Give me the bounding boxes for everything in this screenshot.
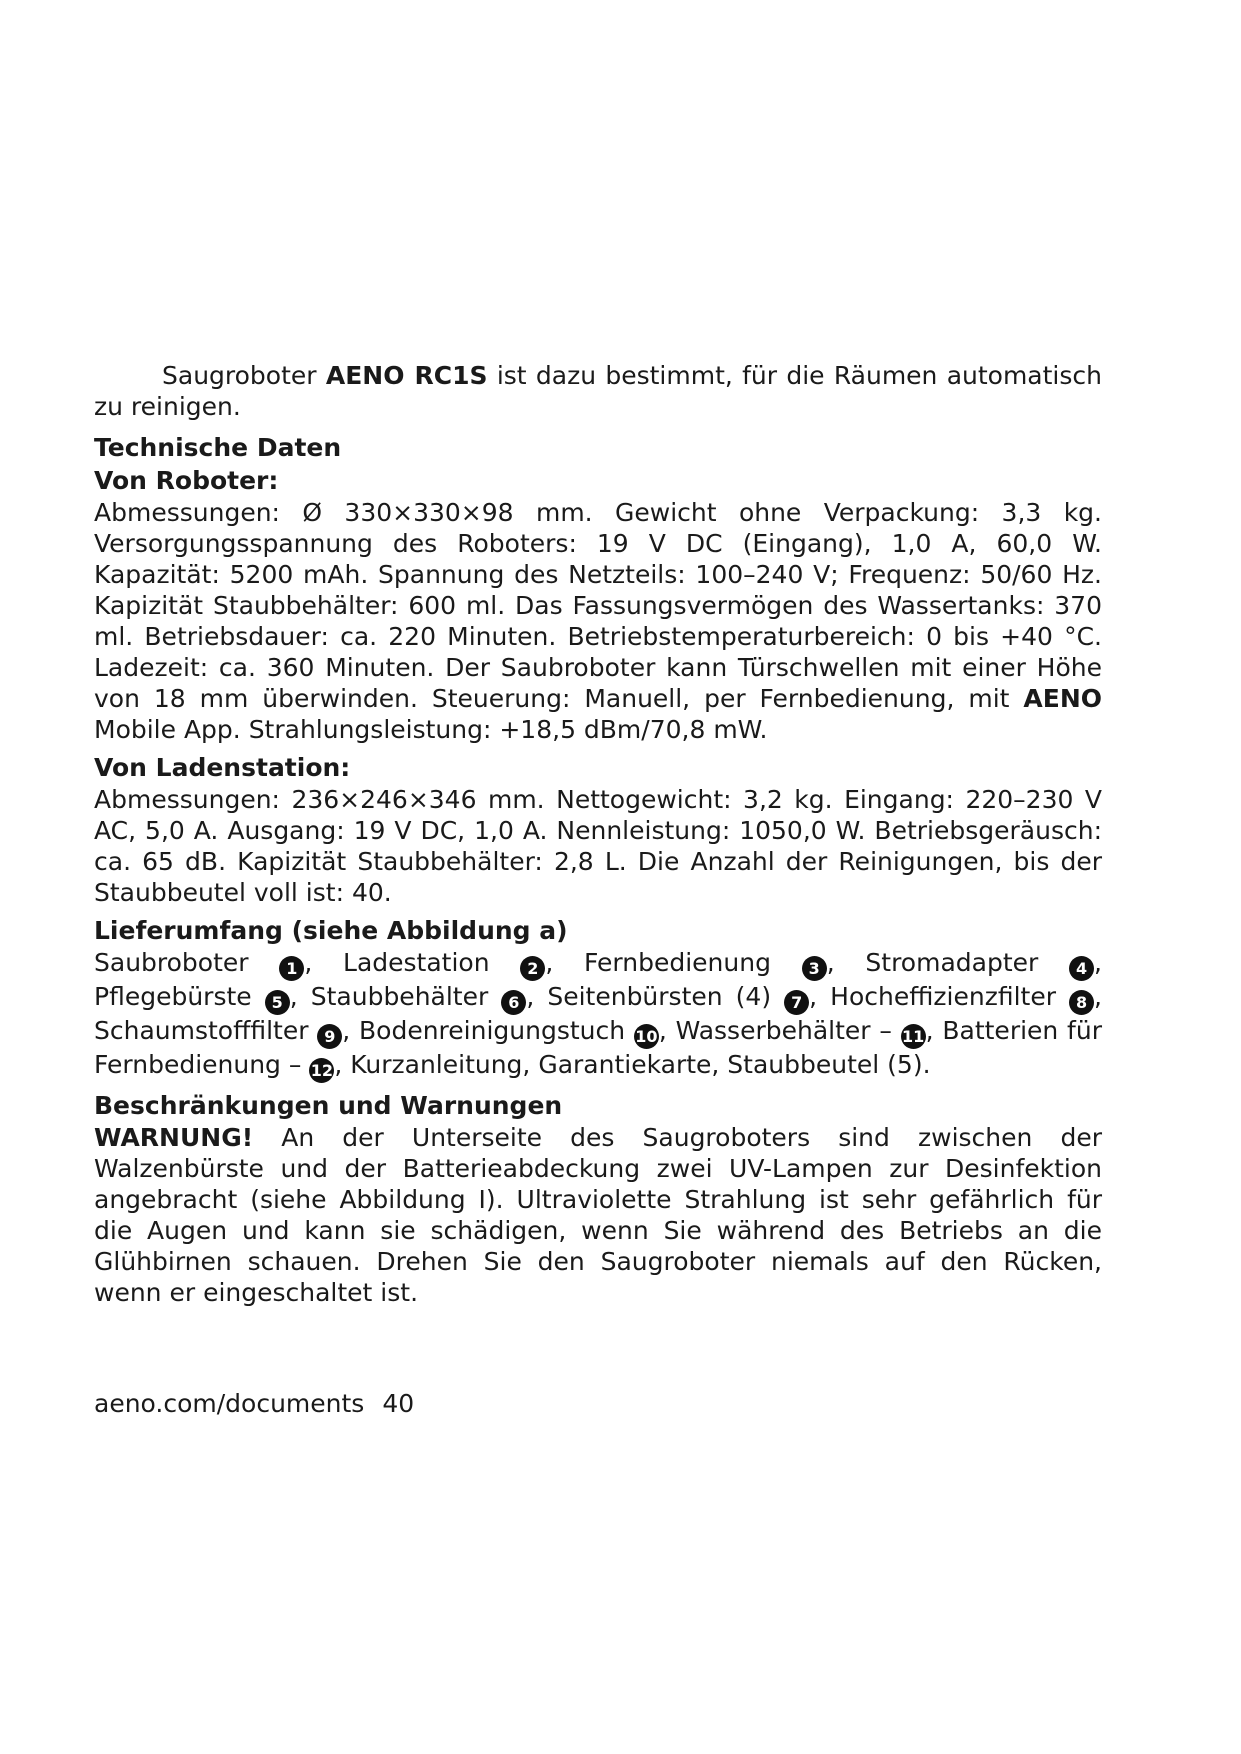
scope-list: Saubroboter 1 , Ladestation 2 , Fernbedienung 3 , Stromadapter 4 , Pflegebürste 5 , Staubbehälter 6 , Seitenbürsten (4) 7 , Hocheffizienzfilter 8 , Schaumstofffilter 9 , Bodenreinigungstuch 10, Wasserbehälter – 11, Batterien für Fernbedienung – 12, Kurzanleitung, Garantiekarte, Staubbeutel (5). [94, 947, 1102, 1083]
scope-item-label: Pflegebürste [94, 982, 265, 1011]
scope-item-label: Bodenreinigungstuch [359, 1016, 634, 1045]
warning-paragraph: WARNUNG! An der Unterseite des Saugroboters sind zwischen der Walzenbürste und der Batterieabdeckung zwei UV-Lampen zur Desinfektion angebracht (siehe Abbildung I). Ultraviolette Strahlung ist sehr gefährlich für die Augen und kann sie schädigen, wenn Sie während des Betriebs an die Glühbirnen schauen. Drehen Sie den Saugroboter niemals auf den Rücken, wenn er eingeschaltet ist. [94, 1123, 1102, 1307]
document-body [94, 360, 1102, 1308]
station-specs: Abmessungen: 236×246×346 mm. Nettogewicht: 3,2 kg. Eingang: 220–230 V AC, 5,0 A. Ausgang: 19 V DC, 1,0 A. Nennleistung: 1050,0 W. Betriebsgeräusch: ca. 65 dB. Kapizität Staubbehälter: 2,8 L. Die Anzahl der Reinigungen, bis der Staubbeutel voll ist: 40. [94, 785, 1102, 907]
item-number-badge: 1 [279, 956, 304, 981]
station-heading: Von Ladenstation: [94, 753, 351, 782]
scope-item-label: Wasserbehälter – [675, 1016, 901, 1045]
scope-item-label: Hocheffizienzfilter [830, 982, 1070, 1011]
robot-specs: Abmessungen: Ø 330×330×98 mm. Gewicht ohne Verpackung: 3,3 kg. Versorgungsspannung des Roboters: 19 V DC (Eingang), 1,0 A, 60,0 W. Kapazität: 5200 mAh. Spannung des Netzteils: 100–240 V; Frequenz: 50/60 Hz. Kapizität Staubbehälter: 600 ml. Das Fassungsvermögen des Wassertanks: 370 ml. Betriebsdauer: ca. 220 Minuten. Betriebstemperaturbereich: 0 bis +40 °C. Ladezeit: ca. 360 Minuten. Der Saubroboter kann Türschwellen mit einer Höhe von 18 mm überwinden. Steuerung: Manuell, per Fernbedienung, mit AENO Mobile App. Strahlungsleistung: +18,5 dBm/70,8 mW. [94, 498, 1102, 744]
scope-item-label: Stromadapter [865, 948, 1070, 977]
scope-item-label: Seitenbürsten (4) [547, 982, 785, 1011]
scope-item-label: Fernbedienung [584, 948, 802, 977]
intro-paragraph: Saugroboter AENO RC1S ist dazu bestimmt, für die Räumen automatisch zu reinigen. [94, 361, 1102, 421]
page-footer [94, 1388, 414, 1419]
tech-heading: Technische Daten [94, 433, 342, 462]
item-number-badge: 5 [265, 990, 290, 1015]
scope-item-label: Schaumstofffilter [94, 1016, 318, 1045]
scope-item-label: Saubroboter [94, 948, 280, 977]
item-number-badge: 8 [1069, 990, 1094, 1015]
robot-heading: Von Roboter: [94, 466, 279, 495]
item-number-badge: 6 [501, 990, 526, 1015]
page-number: 40 [382, 1389, 415, 1418]
footer-url: aeno.com/documents [94, 1389, 365, 1418]
scope-heading: Lieferumfang (siehe Abbildung a) [94, 916, 568, 945]
item-number-badge: 3 [802, 956, 827, 981]
item-number-badge: 9 [317, 1024, 342, 1049]
scope-item-label: Batterien für Fernbedienung – [94, 1016, 1102, 1079]
item-number-badge: 2 [520, 956, 545, 981]
product-name: AENO RC1S [325, 361, 488, 390]
scope-tail: Kurzanleitung, Garantiekarte, Staubbeutel (5). [350, 1050, 931, 1079]
item-number-badge: 11 [901, 1024, 926, 1049]
warnings-heading: Beschränkungen und Warnungen [94, 1091, 563, 1120]
warning-label: WARNUNG! [94, 1123, 254, 1152]
item-number-badge: 7 [784, 990, 809, 1015]
item-number-badge: 10 [634, 1024, 659, 1049]
scope-item-label: Staubbehälter [310, 982, 502, 1011]
item-number-badge: 12 [309, 1058, 334, 1083]
item-number-badge: 4 [1069, 956, 1094, 981]
scope-item-label: Ladestation [343, 948, 521, 977]
